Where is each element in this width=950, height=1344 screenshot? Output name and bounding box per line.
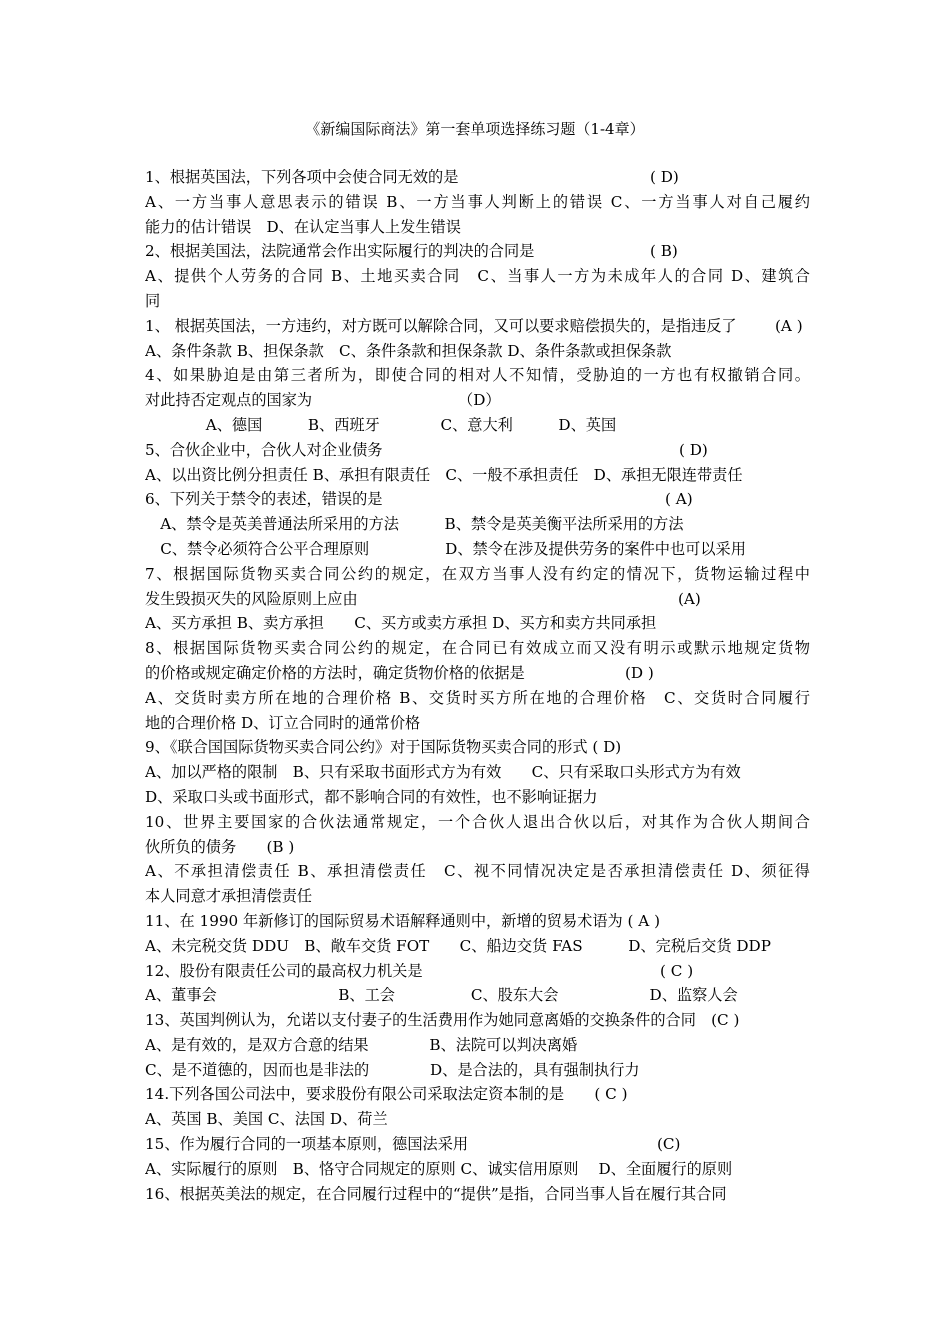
document-line [145,1107,810,1132]
line-text: A、加以严格的限制 B、只有采取书面形式方为有效 C、只有采取口头形式方为有效 [145,763,741,782]
line-text: D、采取口头或书面形式，都不影响合同的有效性，也不影响证据力 [145,787,598,806]
document-line [145,983,810,1008]
line-text: 16、根据英美法的规定，在合同履行过程中的“提供”是指，合同当事人旨在履行其合同 [145,1184,727,1203]
document-line [145,413,810,438]
line-text: A、买方承担 B、卖方承担 C、买方或卖方承担 D、买方和卖方共同承担 [145,614,657,633]
document-line [145,438,810,463]
line-text: A、英国 B、美国 C、法国 D、荷兰 [145,1110,388,1129]
document-line [145,810,810,835]
line-text: A、一方当事人意思表示的错误 B、一方当事人判断上的错误 C、一方当事人对自己履约 [145,192,810,211]
line-text: 4、如果胁迫是由第三者所为，即使合同的相对人不知情，受胁迫的一方也有权撤销合同。 [145,366,810,385]
answer-key: (A ) [775,316,803,335]
answer-key: ( A) [665,490,693,509]
document-line [145,661,810,686]
document-line [145,314,810,339]
document-line [145,636,810,661]
line-text: 14.下列各国公司法中，要求股份有限公司采取法定资本制的是 ( C ) [145,1085,628,1104]
line-text: 12、股份有限责任公司的最高权力机关是 [145,961,423,980]
document-line [145,537,810,562]
document-line [145,388,810,413]
line-text: 15、作为履行合同的一项基本原则，德国法采用 [145,1135,469,1154]
line-text: A、董事会 B、工会 C、股东大会 D、监察人会 [145,986,738,1005]
document-line [145,934,810,959]
document-line [145,1008,810,1033]
line-text: 的价格或规定确定价格的方法时，确定货物价格的依据是 [145,663,525,682]
line-text: 2、根据美国法，法院通常会作出实际履行的判决的合同是 [145,242,535,261]
line-text: 11、在 1990 年新修订的国际贸易术语解释通则中，新增的贸易术语为 ( A ) [145,911,660,930]
line-text: A、是有效的，是双方合意的结果 B、法院可以判决离婚 [145,1035,578,1054]
document-line [145,1132,810,1157]
document-line [145,785,810,810]
document-line [145,884,810,909]
document-line [145,190,810,215]
document-line [145,487,810,512]
line-text: 6、下列关于禁令的表述，错误的是 [145,490,383,509]
document-line [145,909,810,934]
line-text: A、以出资比例分担责任 B、承担有限责任 C、一般不承担责任 D、承担无限连带责任 [145,465,743,484]
document-line [145,1157,810,1182]
document-line [145,1182,810,1207]
answer-key: （D） [458,391,501,410]
line-text: A、不承担清偿责任 B、承担清偿责任 C、视不同情况决定是否承担清偿责任 D、须征得 [145,862,810,881]
document-line [145,363,810,388]
page-title: 《新编国际商法》第一套单项选择练习题（1-4章） [305,120,645,138]
document-line [145,611,810,636]
line-text: 7、根据国际货物买卖合同公约的规定，在双方当事人没有约定的情况下，货物运输过程中 [145,564,810,583]
line-text: 1、根据英国法，下列各项中会使合同无效的是 [145,168,459,186]
line-text: 8、根据国际货物买卖合同公约的规定，在合同已有效成立而又没有明示或默示地规定货物 [145,639,810,658]
line-text: A、交货时卖方所在地的合理价格 B、交货时买方所在地的合理价格 C、交货时合同履行 [145,688,810,707]
line-text: A、禁令是英美普通法所采用的方法 B、禁令是英美衡平法所采用的方法 [145,515,684,534]
line-text: 能力的估计错误 D、在认定当事人上发生错误 [145,217,461,236]
document-line [145,562,810,587]
line-text: A、德国 B、西班牙 C、意大利 D、英国 [145,415,617,434]
line-text: 1、 根据英国法，一方违约，对方既可以解除合同，又可以要求赔偿损失的，是指违反了 [145,316,737,335]
line-text: 发生毁损灭失的风险原则上应由 [145,589,358,608]
line-text: C、禁令必须符合公平合理原则 D、禁令在涉及提供劳务的案件中也可以采用 [145,539,746,558]
question-list [145,165,810,1206]
document-line [145,1033,810,1058]
line-text: 本人同意才承担清偿责任 [145,887,313,906]
answer-key: ( D) [650,168,679,186]
answer-key: (A) [678,589,701,608]
document-line [145,165,810,190]
line-text: 13、英国判例认为，允诺以支付妻子的生活费用作为她同意离婚的交换条件的合同 (C ) [145,1011,740,1030]
document-line [145,711,810,736]
document-line [145,760,810,785]
line-text: 9、《联合国国际货物买卖合同公约》对于国际货物买卖合同的形式 ( D) [145,738,622,757]
document-line [145,859,810,884]
line-text: 对此持否定观点的国家为 [145,391,313,410]
line-text: 伙所负的债务 (B ) [145,837,295,856]
answer-key: (C) [657,1135,681,1154]
document-line [145,835,810,860]
line-text: A、未完税交货 DDU B、敞车交货 FOT C、船边交货 FAS D、完税后交货 DDP [145,936,771,955]
answer-key: ( D) [679,440,708,459]
answer-key: (D ) [625,663,654,682]
document-line [145,339,810,364]
line-text: A、条件条款 B、担保条款 C、条件条款和担保条款 D、条件条款或担保条款 [145,341,672,360]
line-text: 地的合理价格 D、订立合同时的通常价格 [145,713,421,732]
answer-key: ( B) [650,242,678,261]
document-line [145,289,810,314]
document-line [145,1058,810,1083]
document-line [145,215,810,240]
line-text: 5、合伙企业中，合伙人对企业债务 [145,440,383,459]
line-text: 同 [145,291,161,310]
document-line [145,686,810,711]
line-text: A、提供个人劳务的合同 B、土地买卖合同 C、当事人一方为未成年人的合同 D、建筑合 [145,267,810,286]
document-line [145,264,810,289]
document-line [145,512,810,537]
line-text: 10、世界主要国家的合伙法通常规定，一个合伙人退出合伙以后，对其作为合伙人期间合 [145,812,810,831]
line-text: A、实际履行的原则 B、恪守合同规定的原则 C、诚实信用原则 D、全面履行的原则 [145,1159,733,1178]
document-line [145,587,810,612]
line-text: C、是不道德的，因而也是非法的 D、是合法的，具有强制执行力 [145,1060,640,1079]
document-line [145,959,810,984]
document-line [145,735,810,760]
document-line [145,1082,810,1107]
document-line [145,463,810,488]
answer-key: ( C ) [660,961,694,980]
document-line [145,239,810,264]
